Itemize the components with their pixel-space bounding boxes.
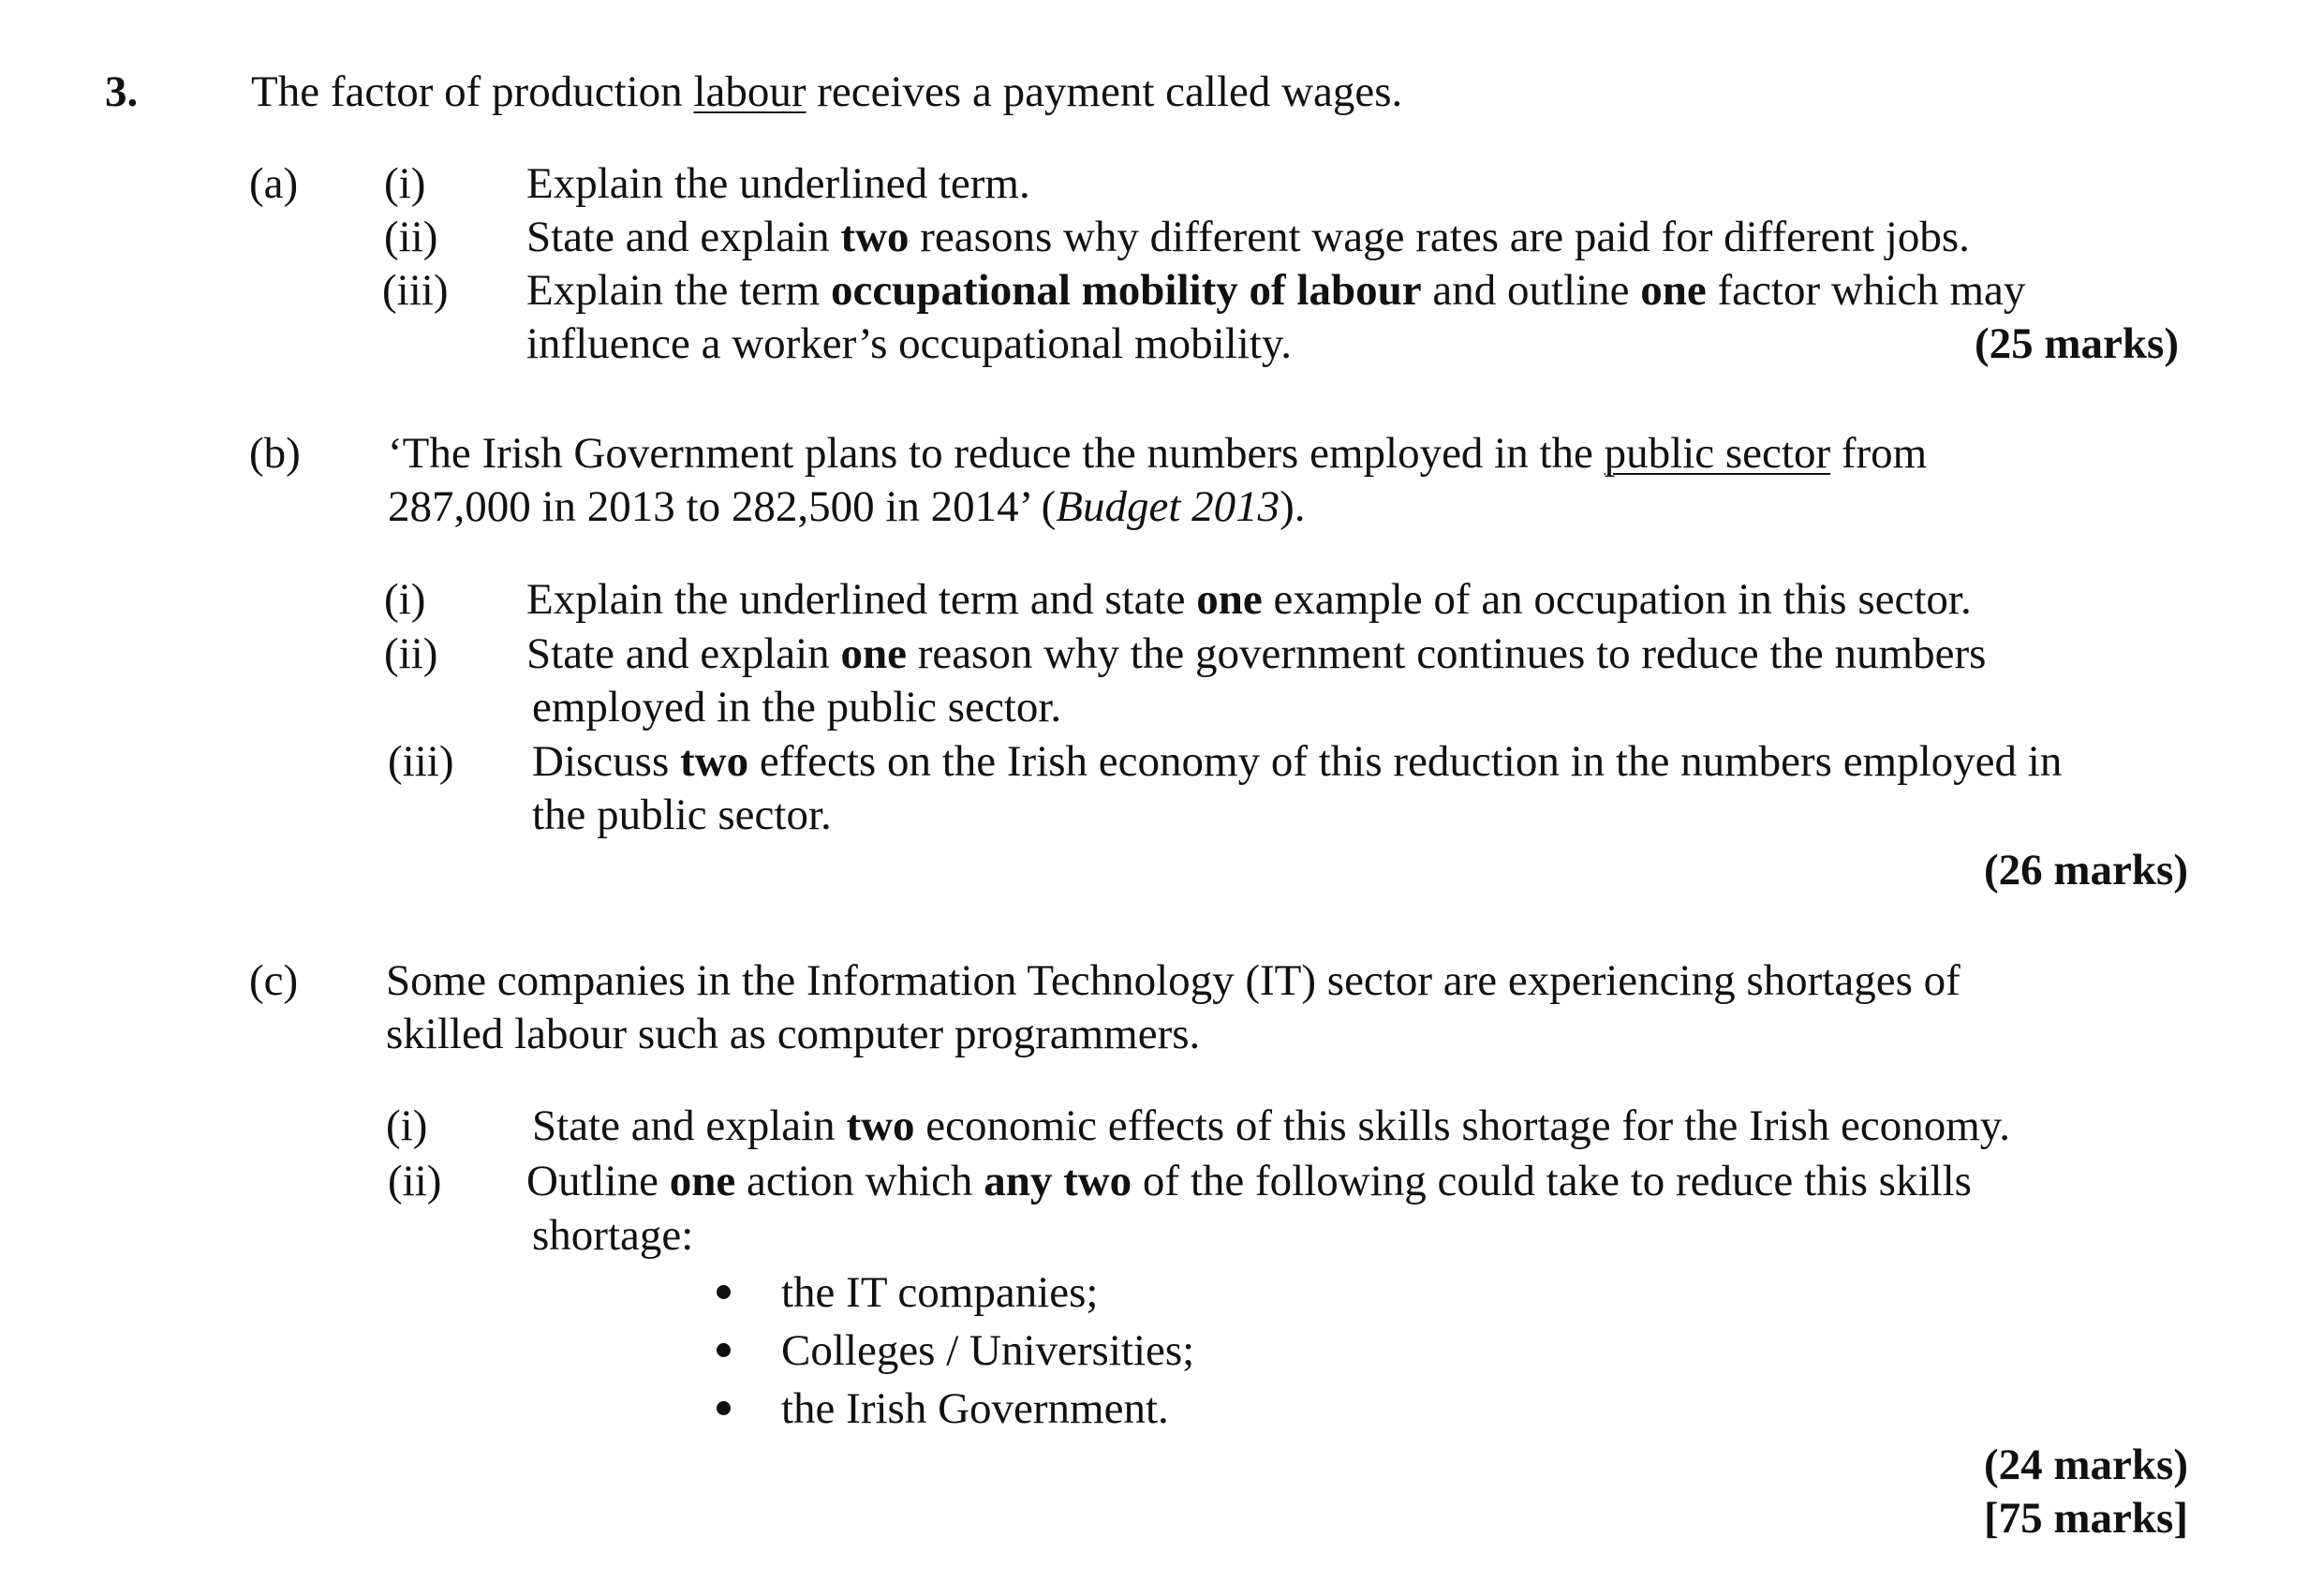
part-c-intro-line2: skilled labour such as computer programmers. [386,1010,1201,1058]
part-a-ii-text [526,211,1970,264]
part-b-i-text [526,573,1972,627]
part-b-ii-number: (ii) [384,629,438,678]
part-b-quote [388,427,1927,480]
bullet-icon [717,1285,731,1299]
text-segment: example of an occupation in this sector. [1262,575,1972,624]
part-a-i-text: Explain the underlined term. [526,159,1030,208]
bold-segment: any two [984,1157,1132,1205]
text-segment: and outline [1421,266,1641,315]
text-segment: ). [1280,482,1306,531]
part-b-iii-text-line2: the public sector. [532,791,832,839]
text-segment: Discuss [532,737,680,786]
text-segment: Explain the underlined term and state [526,575,1197,624]
part-b-i-number: (i) [384,575,426,624]
text-segment: ‘The Irish Government plans to reduce the numbers employed in the [388,429,1605,478]
text-segment: of the following could take to reduce this skills [1132,1157,1972,1205]
part-a-iii-text [526,264,2025,318]
bold-segment: one [669,1157,736,1205]
underlined-term-labour: labour [693,67,806,116]
question-total-marks: [75 marks] [1984,1494,2188,1543]
part-b-ii-text [526,628,1986,681]
text-segment: State and explain [532,1101,847,1150]
part-a-iii-number: (iii) [382,266,449,315]
bullet-icon [717,1401,731,1415]
part-c-ii-text [526,1155,1972,1208]
text-segment: reason why the government continues to reduce the numbers [906,629,1987,678]
part-b-iii-number: (iii) [388,737,454,786]
bold-segment: one [840,629,907,678]
text-segment: reasons why different wage rates are paid for different jobs. [909,213,1970,261]
part-b-ii-text-line2: employed in the public sector. [532,683,1062,732]
part-c-marks: (24 marks) [1984,1441,2188,1489]
bold-segment: occupational mobility of labour [830,266,1422,315]
intro-text-2: receives a payment called wages. [806,67,1403,116]
text-segment: economic effects of this skills shortage for the Irish economy. [914,1101,2011,1150]
bold-segment: two [679,737,749,786]
text-segment: State and explain [526,629,841,678]
text-segment: factor which may [1706,266,2026,315]
part-b-label: (b) [249,429,301,478]
part-b-iii-text [532,735,2062,789]
text-segment: State and explain [526,213,841,261]
part-b-marks: (26 marks) [1984,846,2188,894]
intro-text-1: The factor of production [251,67,694,116]
part-c-ii-text-line2: shortage: [532,1211,694,1260]
text-segment: action which [735,1157,984,1205]
text-segment: from [1830,429,1928,478]
part-a-i-number: (i) [384,159,426,208]
text-segment: effects on the Irish economy of this reduction in the numbers employed in [748,737,2063,786]
bold-segment: two [840,213,910,261]
part-a-iii-text-line2: influence a worker’s occupational mobility. [526,319,1293,368]
part-a-ii-number: (ii) [384,213,438,261]
bullet-icon [717,1343,731,1357]
italic-source: Budget 2013 [1056,482,1280,531]
bold-segment: two [846,1101,915,1150]
part-c-i-number: (i) [386,1101,428,1150]
question-number: 3. [105,67,139,116]
part-a-label: (a) [249,159,299,208]
underlined-term-public-sector: public sector [1604,429,1831,478]
part-c-intro-line1: Some companies in the Information Technology (IT) sector are experiencing shortages of [386,956,1960,1005]
part-c-i-text [532,1100,2010,1153]
text-segment: Outline [526,1157,670,1205]
bullet-item: the Irish Government. [781,1384,1169,1433]
bold-segment: one [1640,266,1707,315]
bold-segment: one [1196,575,1263,624]
part-c-ii-number: (ii) [388,1157,442,1205]
question-intro [251,66,1402,119]
part-c-label: (c) [249,956,299,1005]
text-segment: 287,000 in 2013 to 282,500 in 2014’ ( [388,482,1057,531]
text-segment: Explain the term [526,266,831,315]
part-a-marks: (25 marks) [1975,319,2179,368]
part-b-quote-line2 [388,480,1306,534]
bullet-item: the IT companies; [781,1268,1099,1317]
bullet-item: Colleges / Universities; [781,1326,1195,1375]
